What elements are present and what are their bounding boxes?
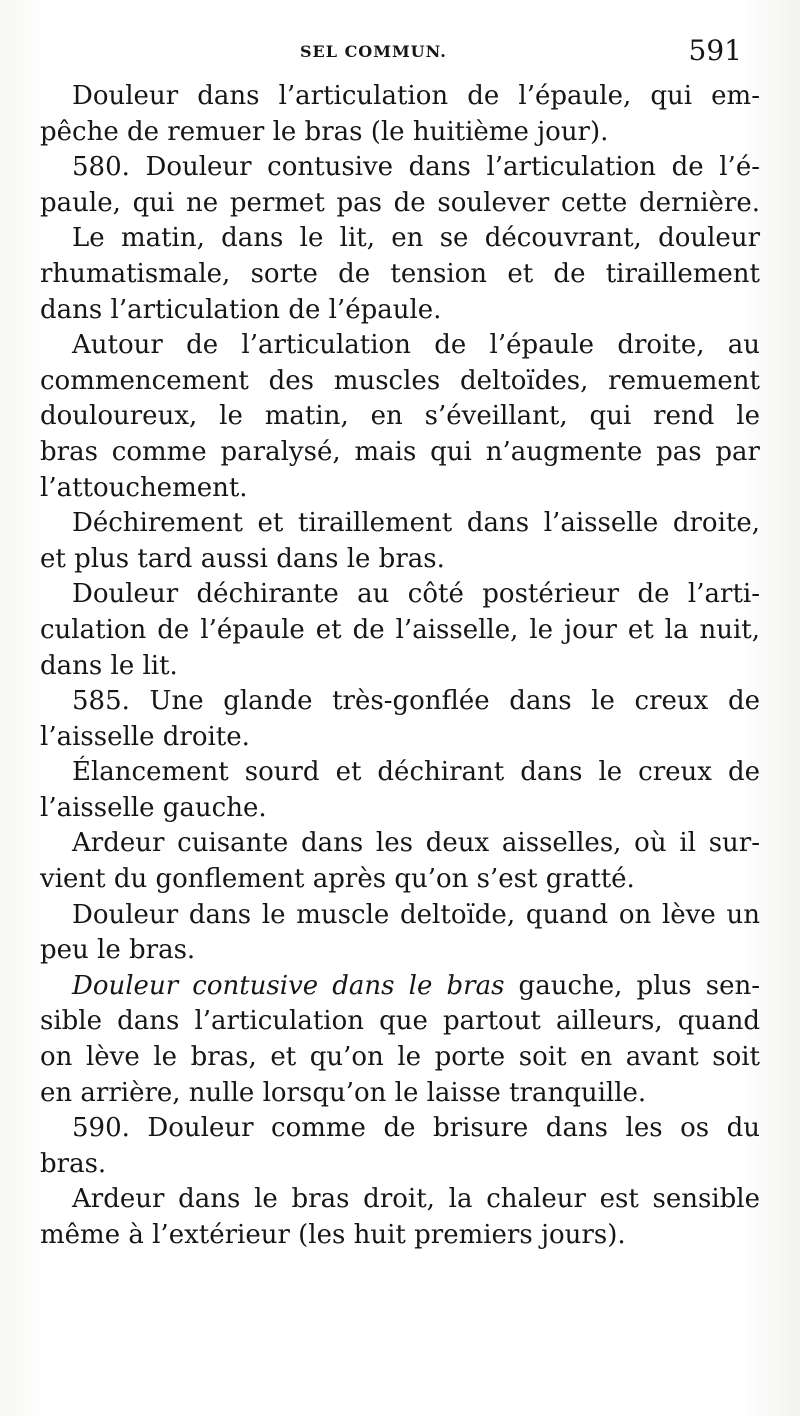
text-line: Le matin, dans le lit, en se découvrant, douleur [72, 223, 760, 254]
text-line: 585. Une glande très-gonflée dans le creux de [72, 686, 760, 717]
text-line: l’aisselle gauche. [40, 792, 267, 823]
page-number: 591 [688, 34, 742, 67]
text-line-with-italic [40, 969, 760, 1005]
text-line: on lève le bras, et qu’on le porte soit en avant soit [40, 1042, 760, 1073]
text-line: Ardeur dans le bras droit, la chaleur est sensible [72, 1184, 760, 1215]
text-line: dans le lit. [40, 650, 178, 681]
text-line: même à l’extérieur (les huit premiers jours). [40, 1220, 626, 1250]
text-line: Ardeur cuisante dans les deux aisselles, où il sur- [72, 828, 760, 859]
italic-phrase: Douleur contusive dans le bras [72, 970, 505, 1001]
text-line: Autour de l’articulation de l’épaule droite, au [72, 330, 760, 361]
text-line: peu le bras. [40, 935, 196, 966]
text-line: commencement des muscles deltoïdes, remuement [40, 365, 760, 396]
text-line: douloureux, le matin, en s’éveillant, qui rend le [40, 401, 760, 432]
line-continuation: gauche, plus sen- [504, 970, 760, 1001]
text-line: vient du gonflement après qu’on s’est gratté. [40, 864, 635, 895]
text-line: dans l’articulation de l’épaule. [40, 294, 442, 325]
text-line: en arrière, nulle lorsqu’on le laisse tranquille. [40, 1077, 647, 1108]
text-line: Déchirement et tiraillement dans l’aisselle droite, [72, 508, 760, 539]
text-line: paule, qui ne permet pas de soulever cette dernière. [40, 187, 760, 218]
text-line: Douleur dans le muscle deltoïde, quand on lève un [72, 899, 760, 930]
text-line: sible dans l’articulation que partout ailleurs, quand [40, 1006, 760, 1037]
text-line: Douleur dans l’articulation de l’épaule, qui em- [72, 81, 760, 111]
text-line: 590. Douleur comme de brisure dans les os du [72, 1113, 760, 1144]
text-line: 580. Douleur contusive dans l’articulation de l’é- [72, 152, 760, 183]
text-line: Douleur déchirante au côté postérieur de l’arti- [72, 579, 760, 610]
text-line: pêche de remuer le bras (le huitième jour). [40, 116, 609, 147]
text-line: bras. [40, 1148, 107, 1179]
text-line: Élancement sourd et déchirant dans le creux de [72, 757, 760, 788]
text-line: rhumatismale, sorte de tension et de tiraillement [40, 258, 760, 289]
text-line: culation de l’épaule et de l’aisselle, le jour et la nuit, [40, 614, 760, 645]
text-line: bras comme paralysé, mais qui n’augmente pas par [40, 436, 760, 467]
text-line: et plus tard aussi dans le bras. [40, 543, 445, 574]
text-line: l’attouchement. [40, 472, 248, 503]
text-line: l’aisselle droite. [40, 721, 250, 752]
running-title: SEL COMMUN. [300, 42, 447, 61]
page-body [40, 79, 760, 1254]
